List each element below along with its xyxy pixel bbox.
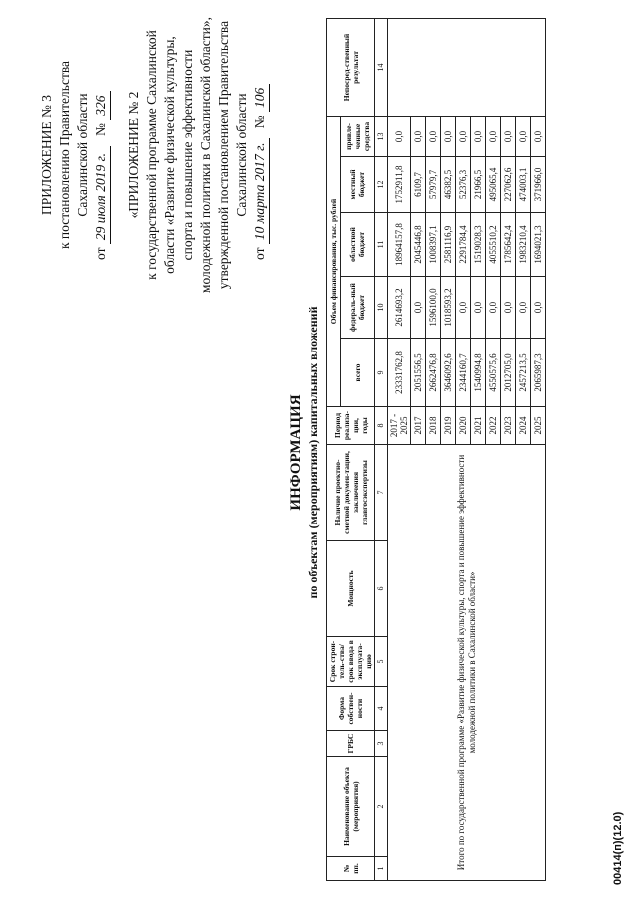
row-private: 0,0 [501,117,516,157]
row-regional: 1785642,4 [501,213,516,277]
appendix3-no: № [93,123,108,137]
row-private: 0,0 [531,117,546,157]
row-federal: 0,0 [486,277,501,339]
appendix3-date-line [92,10,111,300]
row-local: 46382,5 [441,157,456,213]
colnum-4: 4 [375,687,388,731]
colnum-1: 1 [375,857,388,881]
header-period: Период реализа-ции, годы [327,407,375,445]
row-period: 2023 [501,407,516,445]
colnum-2: 2 [375,757,388,857]
appendix3-number: 326 [92,92,111,120]
row-total: 2457213,5 [516,339,531,407]
header-total: всего [340,339,374,407]
colnum-12: 12 [375,157,388,213]
colnum-3: 3 [375,731,388,757]
row-private: 0,0 [486,117,501,157]
appendix2-from: от [252,247,267,260]
row-local: 227062,6 [501,157,516,213]
row-total: 23331762,8 [388,339,411,407]
row-private: 0,0 [516,117,531,157]
row-local: 21966,5 [471,157,486,213]
document-code: 00414(п)(12.0) [612,811,624,885]
row-period: 2021 [471,407,486,445]
row-federal: 0,0 [411,277,426,339]
header-name: Наименование объекта (мероприятия) [327,757,375,857]
header-ownership: Форма собствен-ности [327,687,375,731]
row-total: 2012705,0 [501,339,516,407]
appendix2-line-5: Сахалинской области [234,93,249,217]
row-period: 2022 [486,407,501,445]
colnum-7: 7 [375,445,388,541]
colnum-9: 9 [375,339,388,407]
row-federal: 1018593,2 [441,277,456,339]
row-regional: 1983210,4 [516,213,531,277]
row-total: 2065987,3 [531,339,546,407]
row-regional: 4055510,2 [486,213,501,277]
row-private: 0,0 [426,117,441,157]
row-period: 2019 [441,407,456,445]
header-grbs: ГРБС [327,731,375,757]
document-subtitle: по объектам (мероприятиям) капитальных вложений [306,306,320,599]
row-private: 0,0 [411,117,426,157]
row-period: 2017 - 2025 [388,407,411,445]
colnum-8: 8 [375,407,388,445]
appendix2-line-0: к государственной программе Сахалинской [144,30,159,280]
column-numbers-row [375,19,388,881]
row-period: 2020 [456,407,471,445]
appendix3-line2: Сахалинской области [75,93,90,217]
appendix3-from: от [93,247,108,260]
colnum-5: 5 [375,637,388,687]
row-regional: 2291784,4 [456,213,471,277]
row-federal: 0,0 [531,277,546,339]
row-total: 2344160,7 [456,339,471,407]
appendix2-number: 106 [251,84,270,112]
row-local: 6109,7 [411,157,426,213]
header-regional: областной бюджет [340,213,374,277]
appendix3-line1: к постановлению Правительства [57,60,72,250]
appendix2-date-line [251,10,270,300]
row-regional: 1008397,1 [426,213,441,277]
header-construction: Срок строи-тель-ства/срок ввода в эксплуата-цию [327,637,375,687]
row-total: 2662476,8 [426,339,441,407]
colnum-10: 10 [375,277,388,339]
row-total: 3646092,6 [441,339,456,407]
row-regional: 1694021,3 [531,213,546,277]
colnum-14: 14 [375,19,388,117]
row-total: 1540994,8 [471,339,486,407]
appendix2-line-1: области «Развитие физической культуры, [162,36,177,274]
row-regional: 2581116,9 [441,213,456,277]
header-result: Непосред-ственный результат [327,19,375,117]
row-federal: 0,0 [471,277,486,339]
row-private: 0,0 [441,117,456,157]
appendix3-title: ПРИЛОЖЕНИЕ № 3 [39,94,54,216]
total-label: Итого по государственной программе «Развитие физической культуры, спорта и повышение эффективности молодежной политики в Сахалинской области» [388,445,546,881]
header-funding: Объем финансирования, тыс. рублей [327,117,341,407]
appendix2-no: № [252,115,267,129]
row-federal: 0,0 [516,277,531,339]
header-row-1 [327,19,341,881]
colnum-6: 6 [375,541,388,637]
row-regional: 2045446,8 [411,213,426,277]
appendix2-line-3: молодежной политики в Сахалинской области», [198,16,213,294]
header-design-docs: Наличие проектно-сметной докумен-тации, заключения главгосэкспертизы [327,445,375,541]
row-private: 0,0 [388,117,411,157]
row-period: 2025 [531,407,546,445]
row-federal: 1596100,0 [426,277,441,339]
row-federal: 0,0 [501,277,516,339]
row-regional: 1519028,3 [471,213,486,277]
row-local: 1752911,8 [388,157,411,213]
table-row [388,19,411,881]
row-local: 495065,4 [486,157,501,213]
colnum-11: 11 [375,213,388,277]
appendix-header [38,10,270,300]
colnum-13: 13 [375,117,388,157]
header-private: привле-ченные средства [340,117,374,157]
row-period: 2024 [516,407,531,445]
appendix2-title: «ПРИЛОЖЕНИЕ № 2 [126,91,141,219]
header-local: местный бюджет [340,157,374,213]
row-local: 52376,3 [456,157,471,213]
header-num: № пп. [327,857,375,881]
appendix2-line-2: спорта и повышение эффективности [180,49,195,261]
appendix3-date: 29 июля 2019 г. [92,146,111,244]
document-title: ИНФОРМАЦИЯ [288,394,304,511]
row-result [388,19,546,117]
row-period: 2018 [426,407,441,445]
row-total: 2051556,5 [411,339,426,407]
row-private: 0,0 [456,117,471,157]
row-federal: 0,0 [456,277,471,339]
row-regional: 18964157,8 [388,213,411,277]
capital-investment-table [326,18,546,881]
header-capacity: Мощность [327,541,375,637]
row-local: 474003,1 [516,157,531,213]
row-local: 57979,7 [426,157,441,213]
appendix2-date: 10 марта 2017 г. [251,138,270,244]
row-private: 0,0 [471,117,486,157]
row-local: 371966,0 [531,157,546,213]
appendix2-line-4: утвержденной постановлением Правительства [216,20,231,290]
row-period: 2017 [411,407,426,445]
row-total: 4550575,6 [486,339,501,407]
header-federal: федераль-ный бюджет [340,277,374,339]
row-federal: 2614693,2 [388,277,411,339]
